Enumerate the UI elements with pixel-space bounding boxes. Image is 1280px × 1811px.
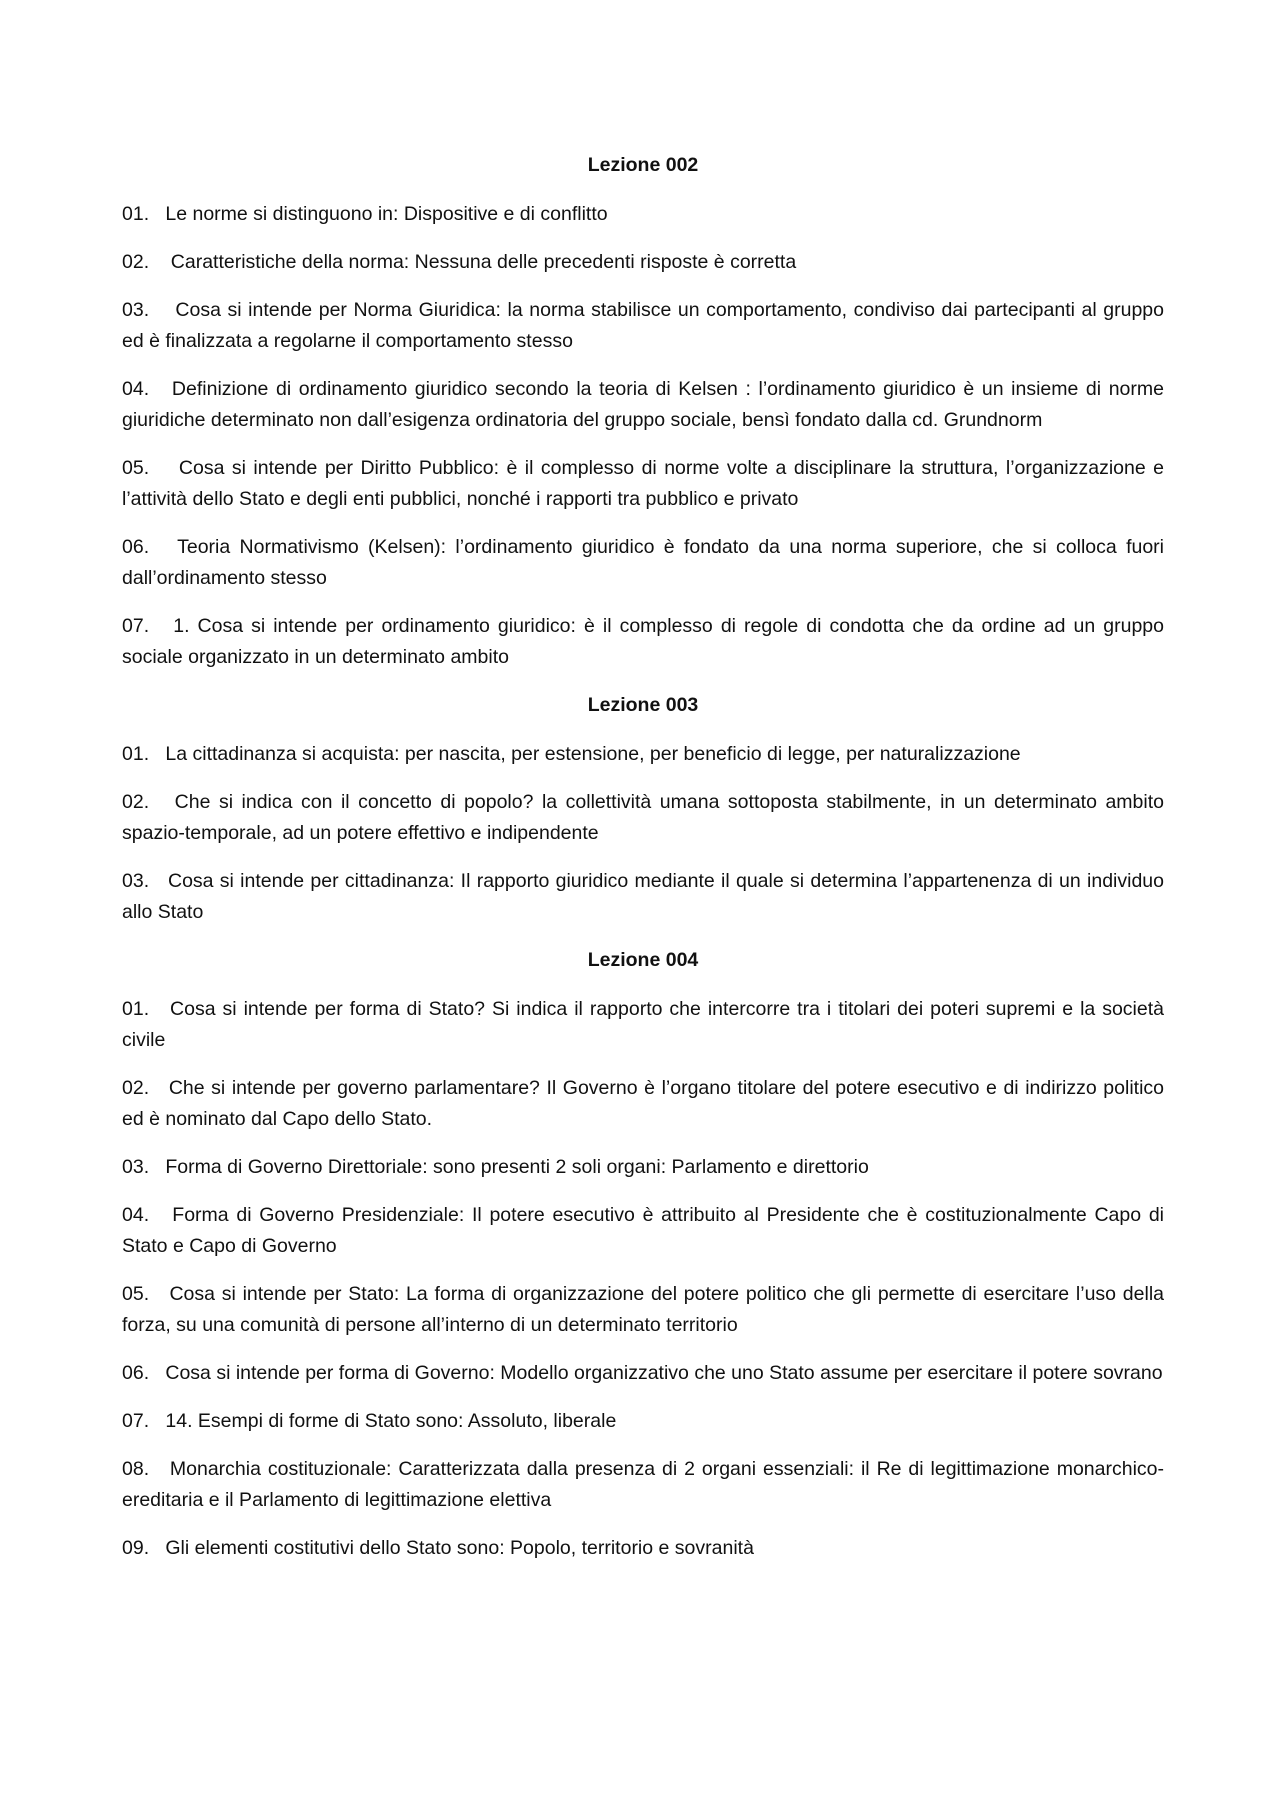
list-item — [122, 1073, 1164, 1135]
section-title: Lezione 004 — [587, 949, 699, 971]
section-lezione-003 — [122, 690, 1164, 928]
item-text: Che si indica con il concetto di popolo? la collettività umana sottoposta stabilmente, in un determinato ambito spazio-temporale, ad un potere effettivo e indipendente — [122, 791, 1164, 844]
item-text: Cosa si intende per forma di Governo: Modello organizzativo che uno Stato assume per esercitare il potere sovrano — [165, 1362, 1163, 1384]
list-item — [122, 739, 1164, 770]
item-number: 08. — [122, 1458, 150, 1480]
item-number: 01. — [122, 203, 150, 225]
list-item — [122, 532, 1164, 594]
item-text: Caratteristiche della norma: Nessuna delle precedenti risposte è corretta — [170, 251, 797, 273]
document-page — [122, 150, 1164, 1581]
item-text: Cosa si intende per Norma Giuridica: la norma stabilisce un comportamento, condiviso dai partecipanti al gruppo ed è finalizzata a regolarne il comportamento stesso — [122, 299, 1164, 352]
item-text: Cosa si intende per cittadinanza: Il rapporto giuridico mediante il quale si determina l’appartenenza di un individuo allo Stato — [122, 870, 1164, 923]
item-number: 06. — [122, 1362, 150, 1384]
item-text: Gli elementi costitutivi dello Stato sono: Popolo, territorio e sovranità — [165, 1537, 754, 1559]
item-number: 04. — [122, 378, 150, 400]
item-number: 03. — [122, 299, 150, 321]
list-item — [122, 295, 1164, 357]
list-item — [122, 1152, 1164, 1183]
item-text: 14. Esempi di forme di Stato sono: Assoluto, liberale — [165, 1410, 617, 1432]
list-item — [122, 1279, 1164, 1341]
item-text: Cosa si intende per Diritto Pubblico: è il complesso di norme volte a disciplinare la struttura, l’organizzazione e l’attività dello Stato e degli enti pubblici, nonché i rapporti tra pubblico e privato — [122, 457, 1164, 510]
item-text: Che si intende per governo parlamentare? Il Governo è l’organo titolare del potere esecutivo e di indirizzo politico ed è nominato dal Capo dello Stato. — [122, 1077, 1164, 1130]
item-number: 07. — [122, 1410, 150, 1432]
item-number: 02. — [122, 791, 150, 813]
list-item — [122, 199, 1164, 230]
item-number: 05. — [122, 1283, 150, 1305]
item-text: Monarchia costituzionale: Caratterizzata dalla presenza di 2 organi essenziali: il Re di legittimazione monarchico-ereditaria e il Parlamento di legittimazione elettiva — [122, 1458, 1164, 1511]
list-item — [122, 866, 1164, 928]
list-item — [122, 1406, 1164, 1437]
item-number: 02. — [122, 251, 150, 273]
section-lezione-002 — [122, 150, 1164, 673]
list-item — [122, 374, 1164, 436]
item-number: 05. — [122, 457, 150, 479]
item-number: 01. — [122, 743, 150, 765]
item-text: Le norme si distinguono in: Dispositive e di conflitto — [165, 203, 608, 225]
item-number: 01. — [122, 998, 150, 1020]
item-text: Teoria Normativismo (Kelsen): l’ordinamento giuridico è fondato da una norma superiore, che si colloca fuori dall’ordinamento stesso — [122, 536, 1164, 589]
list-item — [122, 1533, 1164, 1564]
item-number: 09. — [122, 1537, 150, 1559]
item-text: 1. Cosa si intende per ordinamento giuridico: è il complesso di regole di condotta che da ordine ad un gruppo sociale organizzato in un determinato ambito — [122, 615, 1164, 668]
item-text: Forma di Governo Presidenziale: Il potere esecutivo è attribuito al Presidente che è costituzionalmente Capo di Stato e Capo di Governo — [122, 1204, 1164, 1257]
item-text: La cittadinanza si acquista: per nascita, per estensione, per beneficio di legge, per naturalizzazione — [165, 743, 1021, 765]
item-number: 07. — [122, 615, 150, 637]
section-title: Lezione 002 — [587, 154, 699, 176]
item-text: Cosa si intende per forma di Stato? Si indica il rapporto che intercorre tra i titolari dei poteri supremi e la società civile — [122, 998, 1164, 1051]
section-title: Lezione 003 — [587, 694, 699, 716]
list-item — [122, 247, 1164, 278]
item-text: Forma di Governo Direttoriale: sono presenti 2 soli organi: Parlamento e direttorio — [165, 1156, 869, 1178]
list-item — [122, 611, 1164, 673]
item-text: Cosa si intende per Stato: La forma di organizzazione del potere politico che gli permette di esercitare l’uso della forza, su una comunità di persone all’interno di un determinato territorio — [122, 1283, 1164, 1336]
list-item — [122, 453, 1164, 515]
list-item — [122, 1200, 1164, 1262]
item-text: Definizione di ordinamento giuridico secondo la teoria di Kelsen : l’ordinamento giuridico è un insieme di norme giuridiche determinato non dall’esigenza ordinatoria del gruppo sociale, bensì fondato dalla cd. Grundnorm — [122, 378, 1164, 431]
list-item — [122, 994, 1164, 1056]
list-item — [122, 1454, 1164, 1516]
item-number: 06. — [122, 536, 150, 558]
item-number: 02. — [122, 1077, 150, 1099]
item-number: 03. — [122, 1156, 150, 1178]
item-number: 04. — [122, 1204, 150, 1226]
list-item — [122, 1358, 1164, 1389]
list-item — [122, 787, 1164, 849]
item-number: 03. — [122, 870, 150, 892]
section-lezione-004 — [122, 945, 1164, 1564]
